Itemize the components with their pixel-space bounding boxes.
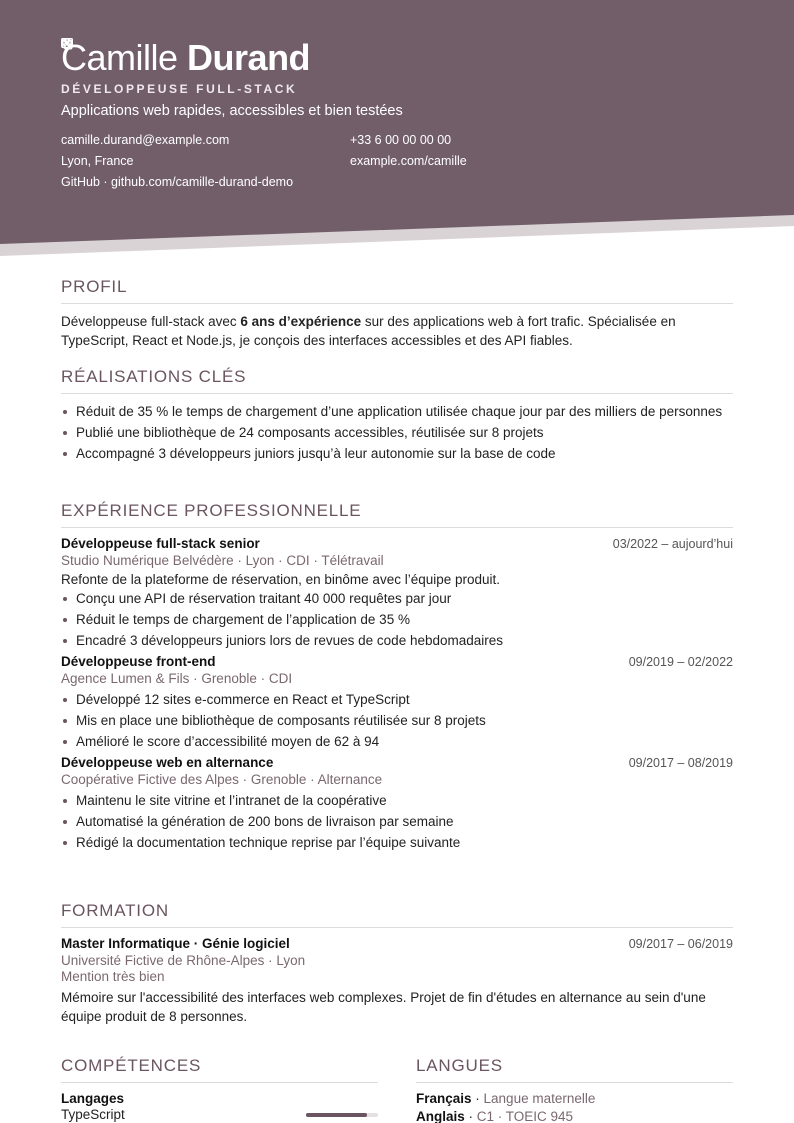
contact-email-text: camille.durand@example.com (61, 132, 230, 147)
first-name: Camille (61, 37, 178, 78)
job-entry (61, 654, 733, 751)
resume-body (61, 277, 733, 1026)
achievements-title: RÉALISATIONS CLÉS (61, 367, 733, 394)
profile-title: PROFIL (61, 277, 733, 304)
language-name: Français (416, 1091, 472, 1106)
list-item: Rédigé la documentation technique reprise par l’équipe suivante (61, 833, 733, 852)
language-name: Anglais (416, 1109, 465, 1123)
degree-title: Master Informatique · Génie logiciel (61, 936, 290, 951)
experience-title: EXPÉRIENCE PROFESSIONNELLE (61, 501, 733, 528)
job-entry (61, 755, 733, 852)
skill-row (61, 1107, 378, 1122)
contact-list (61, 132, 741, 189)
list-item: Réduit le temps de chargement de l’application de 35 % (61, 610, 733, 629)
experience-section (61, 501, 733, 901)
contact-phone-text: +33 6 00 00 00 00 (350, 132, 452, 147)
job-date: 03/2022 – aujourd’hui (612, 537, 733, 551)
job-entry (61, 536, 733, 650)
list-item: Mis en place une bibliothèque de composants réutilisée sur 8 projets (61, 711, 733, 730)
job-company: Agence Lumen & Fils · Grenoble · CDI (61, 671, 293, 686)
skill-name: TypeScript (61, 1107, 125, 1122)
school-name: Université Fictive de Rhône-Alpes · Lyon (61, 953, 306, 968)
contact-location-text: Lyon, France (61, 153, 134, 168)
languages-section (416, 1056, 733, 1123)
link-icon (61, 38, 73, 48)
resume-header (0, 0, 794, 256)
list-item: Publié une bibliothèque de 24 composants accessibles, réutilisée sur 8 projets (61, 423, 733, 442)
contact-phone[interactable] (350, 132, 650, 147)
contact-website[interactable] (350, 153, 650, 168)
list-item: Conçu une API de réservation traitant 40 000 requêtes par jour (61, 589, 733, 608)
skills-title: COMPÉTENCES (61, 1056, 378, 1083)
education-description: Mémoire sur l'accessibilité des interfaces web complexes. Projet de fin d'études en alternance au sein d'une équipe produit de 8 personnes. (61, 990, 706, 1024)
list-item: Accompagné 3 développeurs juniors jusqu’à leur autonomie sur la base de code (61, 444, 733, 463)
job-role: DÉVELOPPEUSE FULL-STACK (61, 82, 298, 96)
job-title: Développeuse front-end (61, 654, 216, 669)
profile-text-end: sur des applications web à fort trafic. Spécialisée en TypeScript, React et Node.js, je conçois des interfaces accessibles et des API fiables. (61, 314, 676, 348)
list-item: Amélioré le score d’accessibilité moyen de 62 à 94 (61, 732, 733, 751)
contact-email[interactable] (61, 132, 350, 147)
skills-section (61, 1056, 378, 1123)
contact-website-text: example.com/camille (350, 153, 467, 168)
skill-level-fill (306, 1113, 367, 1117)
skill-group-label: Langages (61, 1091, 125, 1106)
contact-location (61, 153, 350, 168)
language-item: Français · Langue maternelle (416, 1091, 596, 1106)
job-bullets (61, 589, 733, 650)
last-name: Durand (187, 37, 311, 78)
job-description: Refonte de la plateforme de réservation, en binôme avec l’équipe produit. (61, 572, 501, 587)
tagline: Applications web rapides, accessibles et bien testées (61, 103, 403, 119)
list-item: Réduit de 35 % le temps de chargement d’une application utilisée chaque jour par des milliers de personnes (61, 402, 733, 421)
language-level: Langue maternelle (483, 1091, 596, 1106)
list-item: Encadré 3 développeurs juniors lors de revues de code hebdomadaires (61, 631, 733, 650)
job-title: Développeuse full-stack senior (61, 536, 260, 551)
list-item: Automatisé la génération de 200 bons de livraison par semaine (61, 812, 733, 831)
profile-text-highlight: 6 ans d’expérience (240, 314, 362, 329)
profile-text (61, 312, 733, 350)
job-bullets (61, 791, 733, 852)
education-date: 09/2017 – 06/2019 (628, 937, 733, 951)
job-title: Développeuse web en alternance (61, 755, 274, 770)
language-item: Anglais · C1 · TOEIC 945 (416, 1109, 574, 1123)
list-item: Développé 12 sites e-commerce en React et TypeScript (61, 690, 733, 709)
job-company: Coopérative Fictive des Alpes · Grenoble · Alternance (61, 772, 383, 787)
profile-text-start: Développeuse full-stack avec (61, 314, 241, 329)
list-item: Maintenu le site vitrine et l’intranet de la coopérative (61, 791, 733, 810)
job-bullets (61, 690, 733, 751)
contact-github-text: GitHub · github.com/camille-durand-demo (61, 174, 294, 189)
languages-title: LANGUES (416, 1056, 733, 1083)
achievements-section (61, 367, 733, 501)
skill-level-bar (306, 1113, 378, 1117)
achievements-list (61, 402, 733, 463)
education-section (61, 901, 733, 1026)
profile-section (61, 277, 733, 367)
contact-github[interactable] (61, 174, 350, 189)
degree-mention: Mention très bien (61, 969, 165, 984)
education-title: FORMATION (61, 901, 733, 928)
job-company: Studio Numérique Belvédère · Lyon · CDI · Télétravail (61, 553, 384, 568)
job-date: 09/2019 – 02/2022 (628, 655, 733, 669)
language-level: C1 · TOEIC 945 (476, 1109, 574, 1123)
job-date: 09/2017 – 08/2019 (628, 756, 733, 770)
bottom-columns (61, 1056, 733, 1123)
candidate-name (61, 38, 741, 78)
